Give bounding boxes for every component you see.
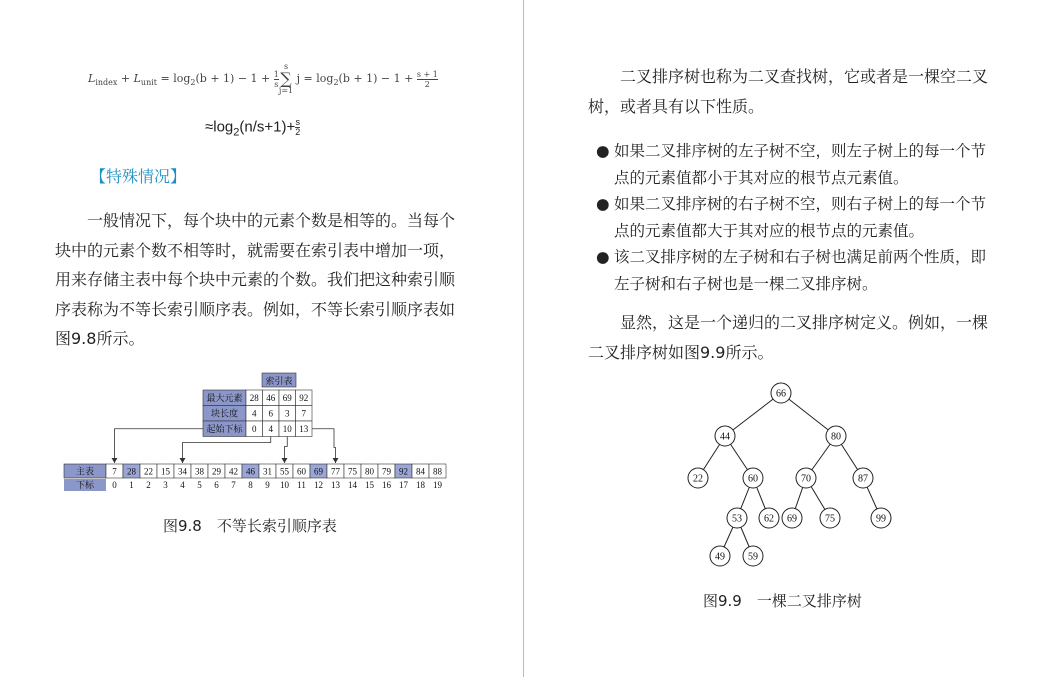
index-cell-value: 13 bbox=[299, 424, 309, 434]
right-paragraph-2: 显然，这是一个递归的二叉排序树定义。例如，一棵二叉排序树如图9.9所示。 bbox=[588, 313, 989, 362]
tree-node-value: 87 bbox=[858, 473, 868, 485]
subscript-value: 7 bbox=[231, 480, 236, 490]
index-arrow-line bbox=[115, 429, 204, 463]
index-arrow-line bbox=[183, 437, 271, 464]
subscript-value: 15 bbox=[365, 480, 374, 490]
main-cell-value: 75 bbox=[348, 466, 357, 477]
main-cell-value: 80 bbox=[365, 466, 374, 477]
index-cell-value: 0 bbox=[252, 424, 257, 434]
property-item: ● 该二叉排序树的左子树和右子树也满足前两个性质，即左子树和右子树也是一棵二叉排序树。 bbox=[594, 244, 994, 297]
formula-approx: $\approx\log_2(n/s+1)+$ $\frac{s}{2}$ bbox=[205, 117, 301, 139]
main-cell-value: 22 bbox=[144, 466, 153, 477]
main-cell-value: 60 bbox=[297, 466, 306, 477]
index-row-label: 块长度 bbox=[210, 408, 239, 419]
figure-9-9 bbox=[680, 378, 940, 578]
tree-node-value: 66 bbox=[776, 388, 786, 400]
main-cell-value: 92 bbox=[399, 466, 408, 477]
subscript-value: 6 bbox=[214, 480, 219, 490]
subscript-value: 18 bbox=[416, 480, 425, 490]
subscript-value: 10 bbox=[280, 480, 289, 490]
tree-node-value: 49 bbox=[715, 551, 725, 563]
tree-node-value: 70 bbox=[801, 473, 811, 485]
main-cell-value: 77 bbox=[331, 466, 340, 477]
section-heading: 【特殊情况】 bbox=[90, 167, 187, 186]
main-cell-value: 28 bbox=[127, 466, 136, 477]
main-cell-value: 42 bbox=[229, 466, 238, 477]
subscript-value: 3 bbox=[163, 480, 168, 490]
index-cell-value: 28 bbox=[249, 393, 259, 403]
tree-node-value: 80 bbox=[831, 431, 841, 443]
subscript-value: 2 bbox=[146, 480, 151, 490]
index-cell-value: 4 bbox=[268, 424, 273, 434]
subscript-value: 19 bbox=[433, 480, 442, 490]
subscript-value: 16 bbox=[382, 480, 391, 490]
index-cell-value: 46 bbox=[266, 393, 276, 403]
left-paragraph: 一般情况下，每个块中的元素个数是相等的。当每个块中的元素个数不相等时，就需要在索引表中增加一项，用来存储主表中每个块中元素的个数。我们把这种索引顺序表称为不等长索引顺序表。例如，不等长索引顺序表如图9.8所示。 bbox=[55, 211, 456, 348]
index-row-label: 最大元素 bbox=[206, 393, 243, 403]
subscript-value: 14 bbox=[348, 480, 357, 490]
index-arrow-line bbox=[312, 429, 336, 463]
subscript-value: 13 bbox=[331, 480, 340, 490]
formula-asl: $L_{index} + L_{unit} = \log_2(b + 1) - 1$ + $\frac{1}{s}$ s ∑ j=1 $j = \log_2(b + 1) - 1$ + $\frac{s + 1}{2}$ bbox=[88, 62, 438, 95]
main-cell-value: 46 bbox=[246, 466, 255, 477]
tree-node-value: 75 bbox=[825, 513, 835, 525]
bullet-icon: ● bbox=[596, 248, 610, 266]
main-label: 主表 bbox=[75, 466, 95, 477]
figure-9-8-caption: 图9.8 不等长索引顺序表 bbox=[163, 517, 337, 535]
main-cell-value: 29 bbox=[212, 466, 221, 477]
index-title: 索引表 bbox=[265, 376, 293, 386]
tree-node-value: 59 bbox=[748, 551, 758, 563]
tree-node-value: 53 bbox=[732, 513, 742, 525]
subscript-value: 4 bbox=[180, 480, 185, 490]
page-divider bbox=[523, 0, 524, 677]
main-cell-value: 7 bbox=[112, 466, 117, 477]
subscript-value: 1 bbox=[129, 480, 134, 490]
subscript-value: 12 bbox=[314, 480, 323, 490]
figure-9-8 bbox=[0, 370, 523, 500]
subscript-value: 0 bbox=[112, 480, 117, 490]
right-paragraph-1: 二叉排序树也称为二叉查找树，它或者是一棵空二叉树，或者具有以下性质。 bbox=[588, 67, 989, 116]
tree-node-value: 44 bbox=[720, 431, 730, 443]
index-arrow-head bbox=[112, 458, 118, 463]
tree-node-value: 62 bbox=[764, 513, 774, 525]
property-item: ● 如果二叉排序树的左子树不空，则左子树上的每一个节点的元素值都小于其对应的根节点元素值。 bbox=[594, 138, 994, 191]
index-row-label: 起始下标 bbox=[206, 424, 243, 434]
main-cell-value: 15 bbox=[161, 466, 170, 477]
main-cell-value: 79 bbox=[382, 466, 391, 477]
main-cell-value: 88 bbox=[433, 466, 442, 477]
main-cell-value: 84 bbox=[416, 466, 425, 477]
index-cell-value: 10 bbox=[282, 424, 292, 434]
figure-9-9-caption: 图9.9 一棵二叉排序树 bbox=[703, 592, 862, 610]
index-cell-value: 3 bbox=[285, 408, 290, 419]
index-cell-value: 7 bbox=[301, 408, 306, 419]
subscript-value: 5 bbox=[197, 480, 202, 490]
main-cell-value: 34 bbox=[178, 466, 187, 477]
main-cell-value: 69 bbox=[314, 466, 323, 477]
tree-node-value: 22 bbox=[693, 473, 703, 485]
tree-edge bbox=[725, 393, 781, 436]
index-cell-value: 69 bbox=[282, 393, 292, 403]
index-arrow-head bbox=[180, 458, 186, 463]
tree-node-value: 99 bbox=[876, 513, 886, 525]
bullet-icon: ● bbox=[596, 142, 610, 160]
main-cell-value: 38 bbox=[195, 466, 204, 477]
subscript-value: 11 bbox=[297, 480, 306, 490]
main-cell-value: 31 bbox=[263, 466, 272, 477]
index-arrow-head bbox=[333, 458, 339, 463]
index-cell-value: 92 bbox=[299, 393, 309, 403]
subscript-value: 17 bbox=[399, 480, 408, 490]
subscript-value: 8 bbox=[248, 480, 253, 490]
main-cell-value: 55 bbox=[280, 466, 289, 477]
index-cell-value: 4 bbox=[252, 408, 257, 419]
index-arrow-head bbox=[282, 458, 288, 463]
index-cell-value: 6 bbox=[268, 408, 273, 419]
property-list bbox=[594, 138, 994, 297]
subscript-label: 下标 bbox=[75, 480, 95, 490]
property-item: ● 如果二叉排序树的右子树不空，则右子树上的每一个节点的元素值都大于其对应的根节点的元素值。 bbox=[594, 191, 994, 244]
tree-node-value: 69 bbox=[787, 513, 797, 525]
tree-node-value: 60 bbox=[748, 473, 758, 485]
subscript-value: 9 bbox=[265, 480, 270, 490]
bullet-icon: ● bbox=[596, 195, 610, 213]
